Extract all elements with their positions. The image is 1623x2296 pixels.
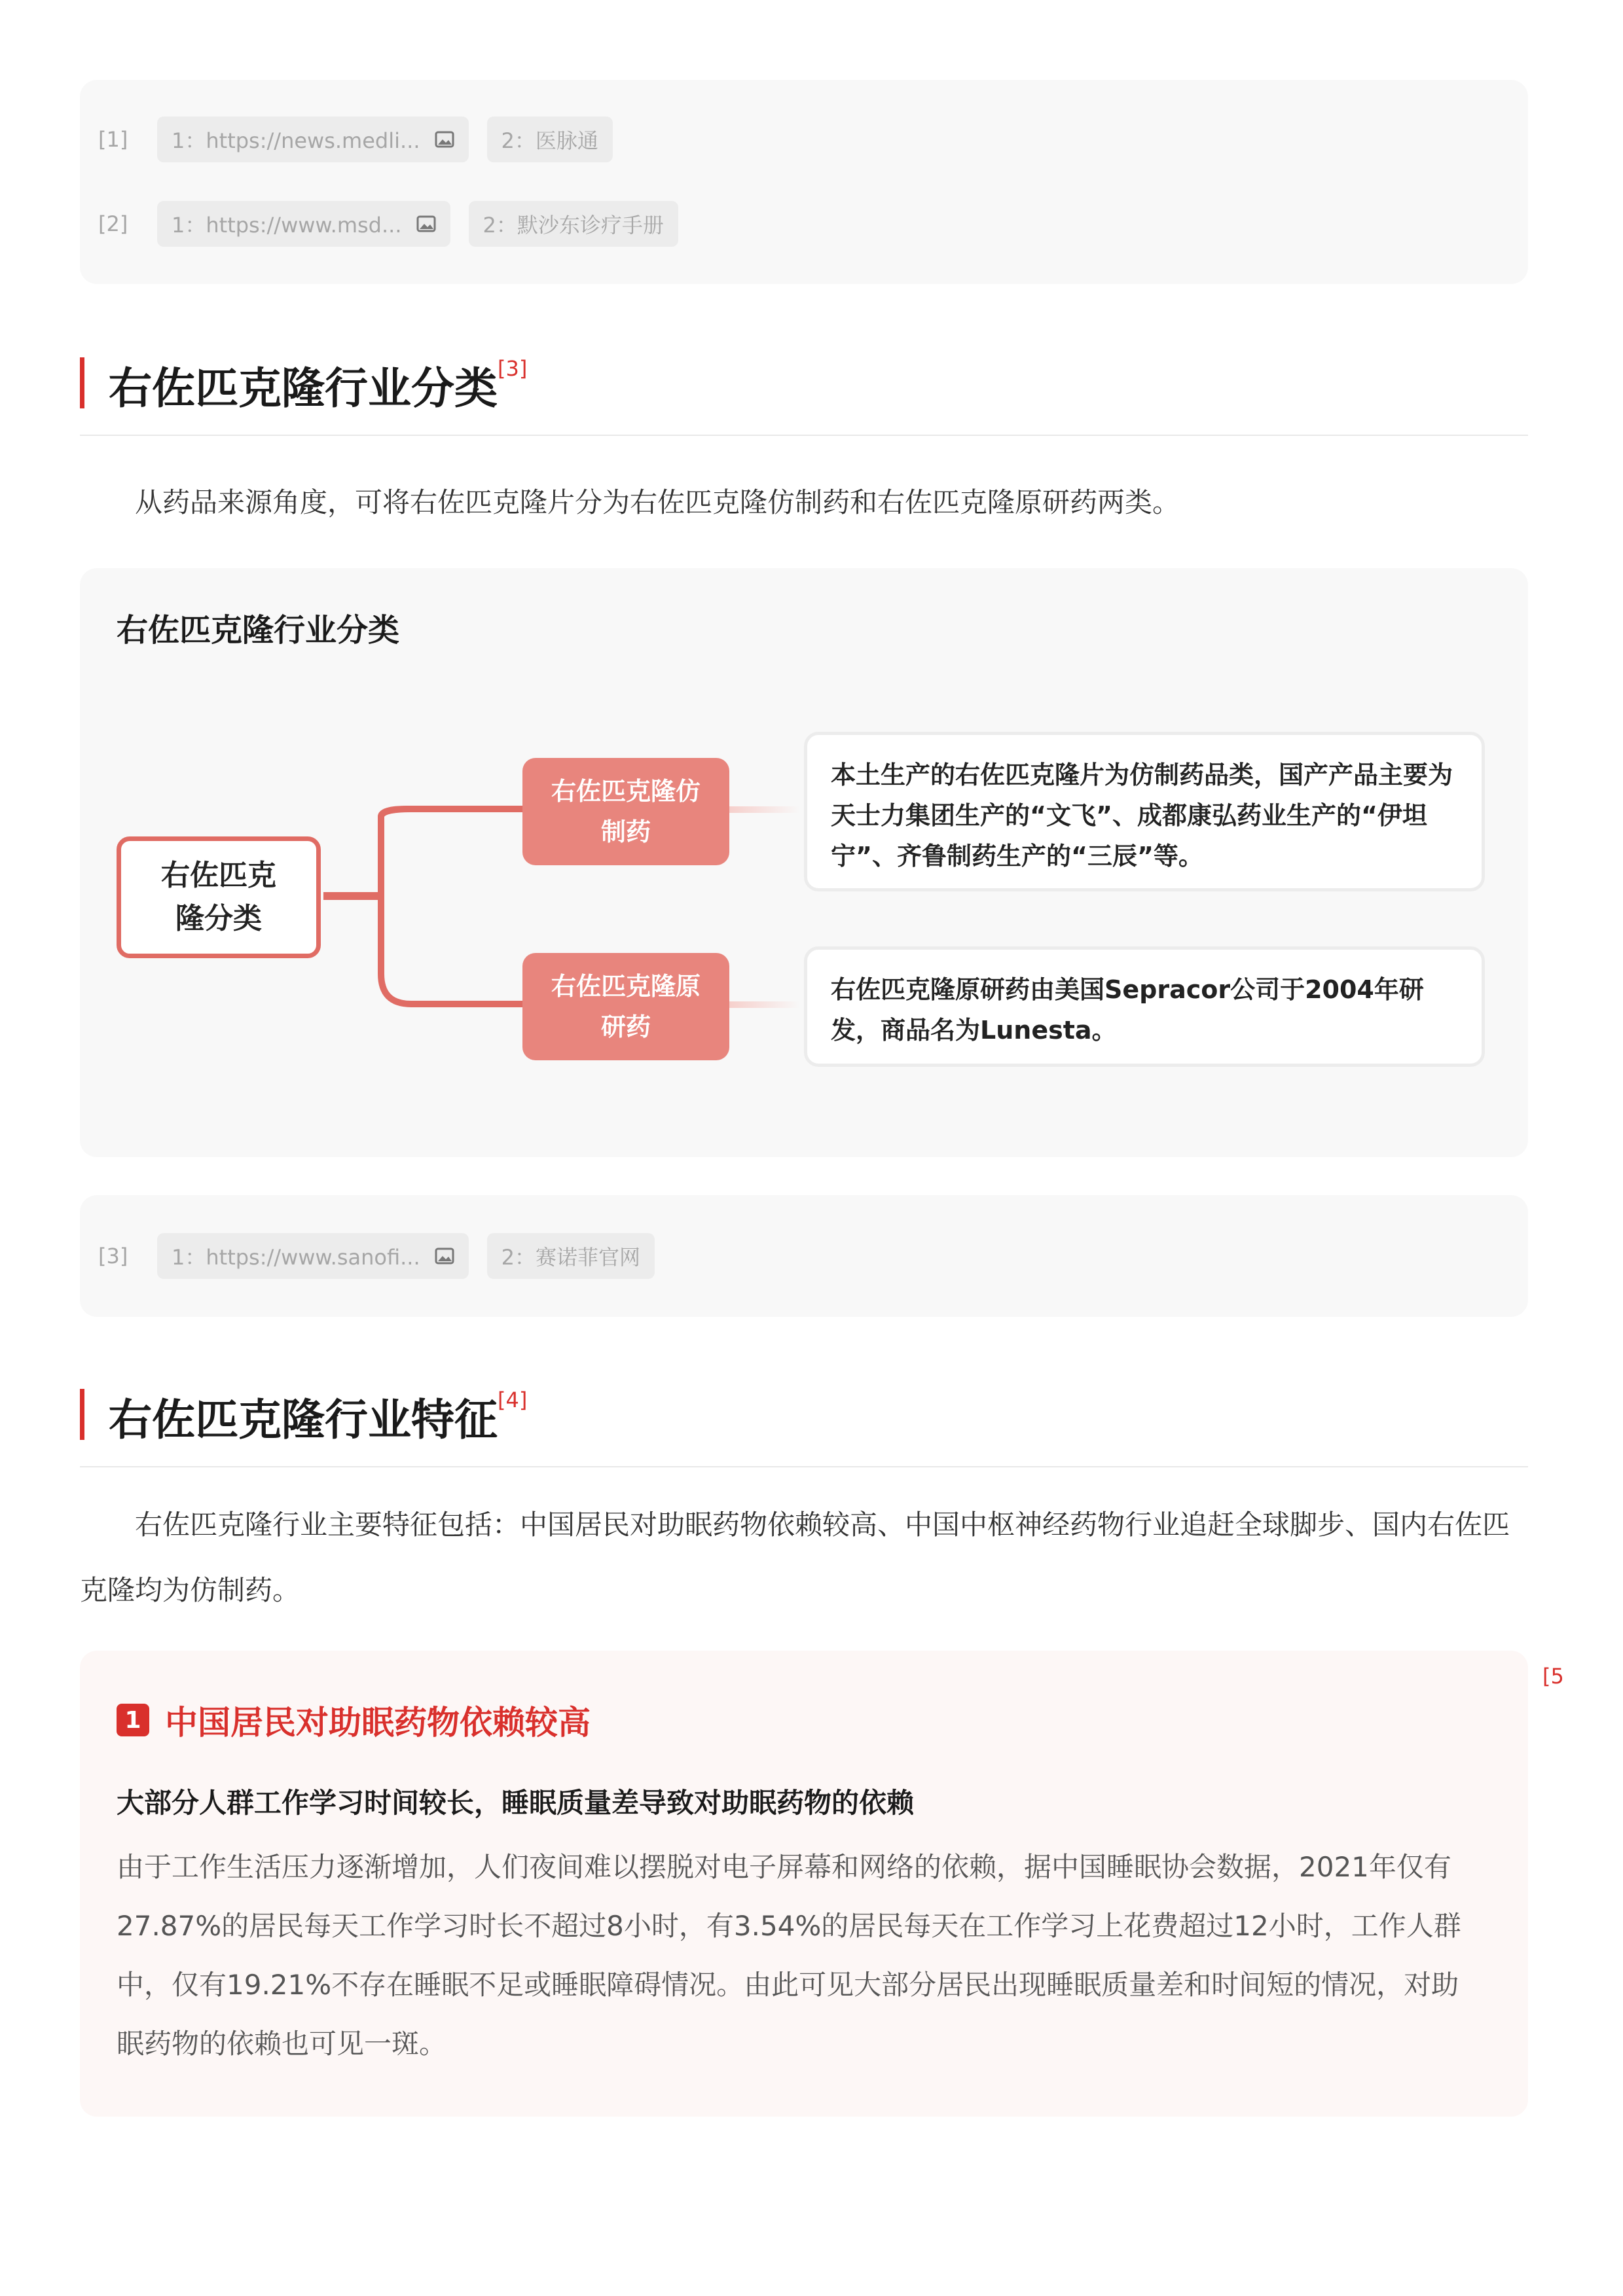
section-ref-link[interactable]: [4] [498,1388,528,1412]
section-divider [80,1466,1528,1467]
section-title [109,1385,527,1447]
reference-source-text: 2：医脉通 [501,128,598,153]
reference-link-chip[interactable] [157,201,450,247]
references-card-mid [80,1195,1528,1317]
reference-source-text: 2：赛诺菲官网 [501,1245,641,1270]
reference-link-text: 1：https://news.medli... [172,128,420,153]
mindmap-desc-generic: 本土生产的右佐匹克隆片为仿制药品类，国产产品主要为天士力集团生产的“文飞”、成都康弘药业生产的“伊坦宁”、齐鲁制药生产的“三辰”等。 [804,732,1485,891]
reference-row [98,1233,673,1279]
mindmap-card-title: 右佐匹克隆行业分类 [117,612,400,649]
feature-subtitle: 大部分人群工作学习时间较长，睡眠质量差导致对助眠药物的依赖 [117,1787,915,1819]
references-card-top [80,80,1528,284]
feature-number-badge: 1 [117,1704,149,1736]
reference-source-chip[interactable] [487,117,613,162]
section-intro: 从药品来源角度，可将右佐匹克隆片分为右佐匹克隆仿制药和右佐匹克隆原研药两类。 [135,486,1180,518]
image-icon[interactable] [435,131,454,148]
reference-link-chip[interactable] [157,1233,469,1279]
reference-link-text: 1：https://www.sanofi... [172,1245,420,1270]
reference-index: [2] [98,211,128,236]
reference-source-chip[interactable] [487,1233,655,1279]
mindmap-branch-generic: 右佐匹克隆仿制药 [522,758,729,865]
reference-row [98,201,697,247]
feature-side-ref[interactable]: [5 [1542,1664,1564,1689]
reference-link-text: 1：https://www.msd... [172,213,402,238]
mindmap-desc-original: 右佐匹克隆原研药由美国Sepracor公司于2004年研发，商品名为Lunesta。 [804,946,1485,1067]
section-heading-bar [80,1389,84,1440]
reference-row [98,117,631,162]
feature-body: 由于工作生活压力逐渐增加，人们夜间难以摆脱对电子屏幕和网络的依赖，据中国睡眠协会数据，2021年仅有27.87%的居民每天工作学习时长不超过8小时，有3.54%的居民每天在工作学习上花费超过12小时，工作人群中，仅有19.21%不存在睡眠不足或睡眠障碍情况。由此可见大部分居民出现睡眠质量差和时间短的情况，对助眠药物的依赖也可见一斑。 [117,1851,1461,2060]
mindmap-root-node: 右佐匹克隆分类 [117,836,321,958]
feature-title: 中国居民对助眠药物依赖较高 [165,1704,591,1742]
section-ref-link[interactable]: [3] [498,356,528,381]
feature-card [80,1651,1528,2117]
reference-link-chip[interactable] [157,117,469,162]
section-title-text: 右佐匹克隆行业特征 [109,1395,498,1445]
reference-source-chip[interactable] [469,201,678,247]
mindmap-branch-original: 右佐匹克隆原研药 [522,953,729,1060]
section-intro: 右佐匹克隆行业主要特征包括：中国居民对助眠药物依赖较高、中国中枢神经药物行业追赶全球脚步、国内右佐匹克隆均为仿制药。 [80,1509,1510,1606]
feature-header [117,1696,591,1744]
mindmap-card [80,568,1528,1157]
image-icon[interactable] [435,1247,454,1265]
section-title-text: 右佐匹克隆行业分类 [109,363,498,414]
section-title [109,353,527,416]
image-icon[interactable] [416,215,436,232]
reference-index: [3] [98,1244,128,1268]
section-heading-bar [80,357,84,408]
reference-index: [1] [98,127,128,152]
reference-source-text: 2：默沙东诊疗手册 [483,213,664,238]
section-divider [80,435,1528,436]
